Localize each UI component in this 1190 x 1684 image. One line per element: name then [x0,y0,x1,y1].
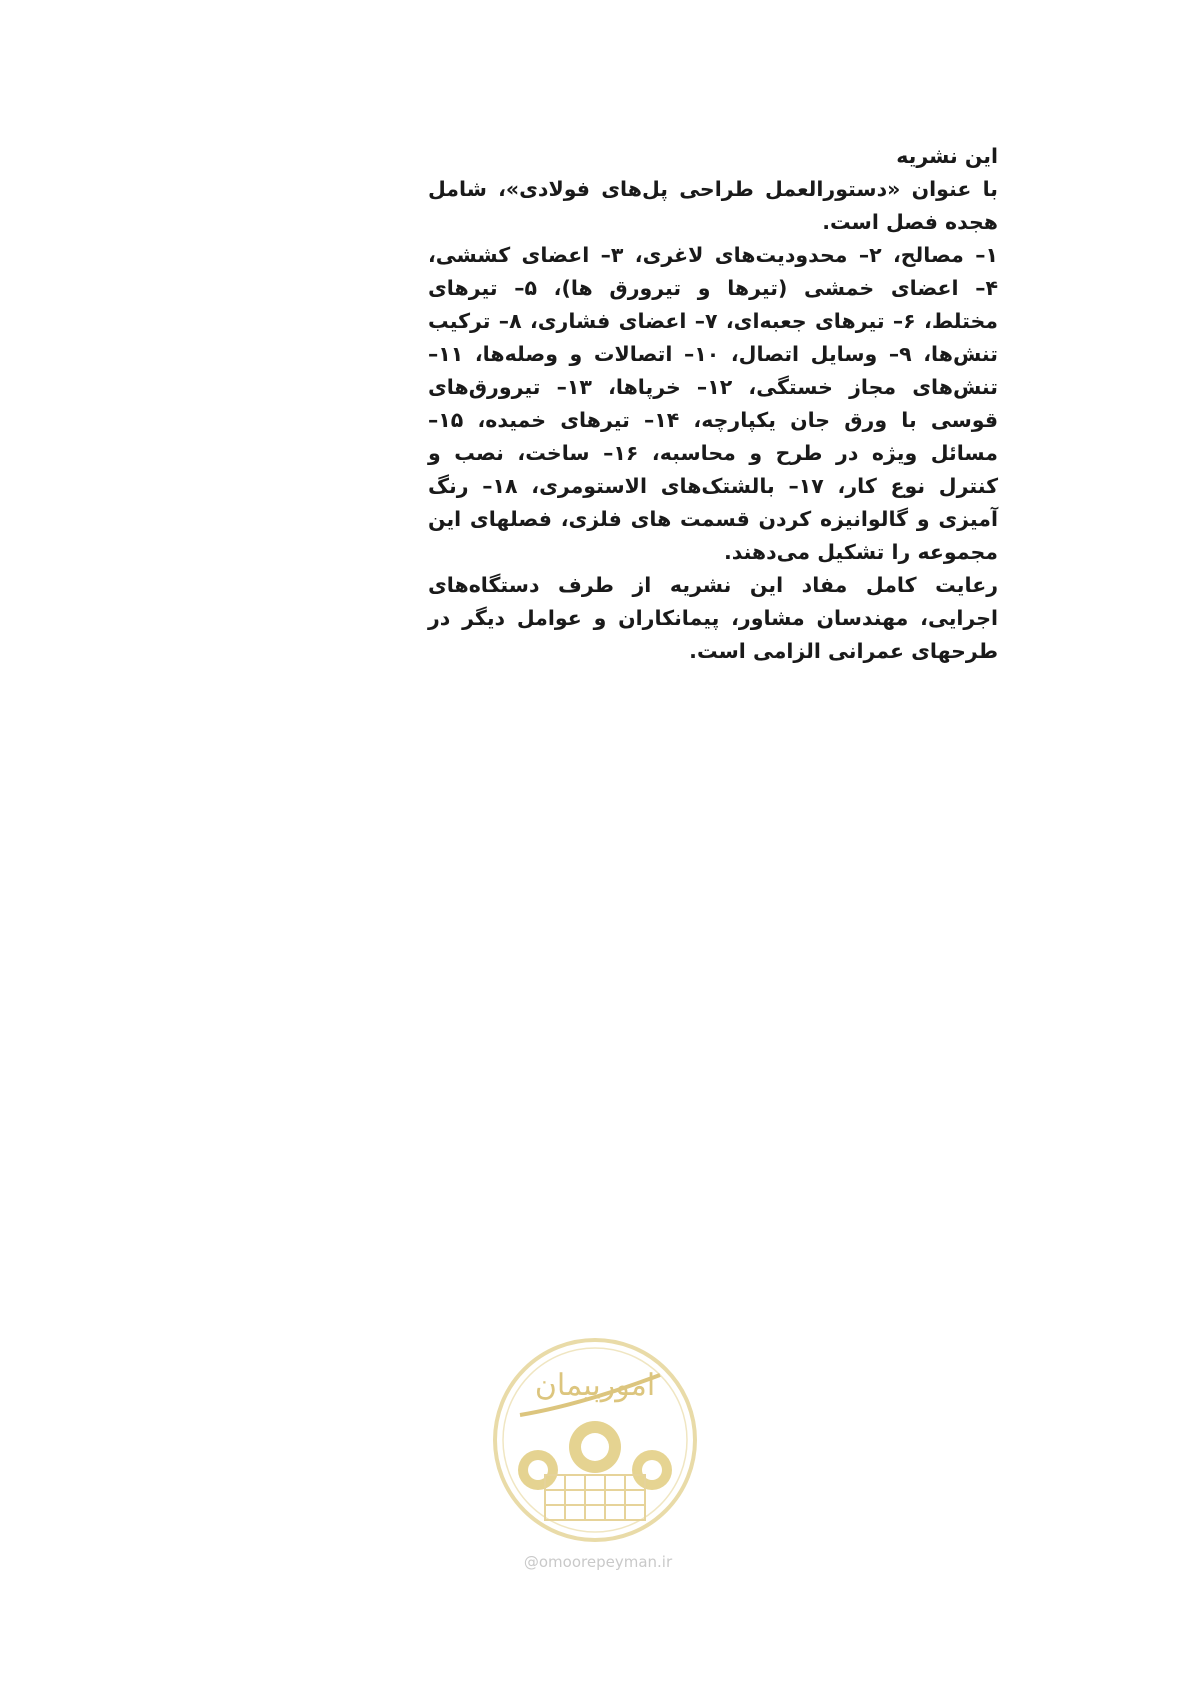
heading: این نشریه [896,144,998,168]
logo-lettering: امورپیمان [534,1368,656,1403]
chapters-paragraph: ۱– مصالح، ۲– محدودیت‌های لاغری، ۳– اعضای کششی، ۴– اعضای خمشی (تیرها و تیرورق ها)، ۵– تیرهای مختلط، ۶– تیرهای جعبه‌ای، ۷– اعضای فشاری، ۸– ترکیب تنش‌ها، ۹– وسایل اتصال، ۱۰– اتصالات و وصله‌ها، ۱۱– تنش‌های مجاز خستگی، ۱۲– خرپاها، ۱۳– تیرورق‌های قوسی با ورق جان یکپارچه، ۱۴– تیرهای خمیده، ۱۵– مسائل ویژه در طرح و محاسبه، ۱۶– ساخت، نصب و کنترل نوع کار، ۱۷– بالشتک‌های الاستومری، ۱۸– رنگ آمیزی و گالوانیزه کردن قسمت های فلزی، فصلهای این مجموعه را تشکیل می‌دهند. [428,243,999,564]
intro-paragraph: با عنوان «دستورالعمل طراحی پل‌های فولادی»، شامل هجده فصل است. [428,177,998,234]
publication-description [428,140,998,668]
watermark-website: @omoorepeyman.ir [523,1553,673,1571]
omoorepeyman-logo [490,1335,700,1545]
compliance-paragraph: رعایت کامل مفاد این نشریه از طرف دستگاه‌های اجرایی، مهندسان مشاور، پیمانکاران و عوامل دیگر در طرحهای عمرانی الزامی است. [428,573,998,663]
